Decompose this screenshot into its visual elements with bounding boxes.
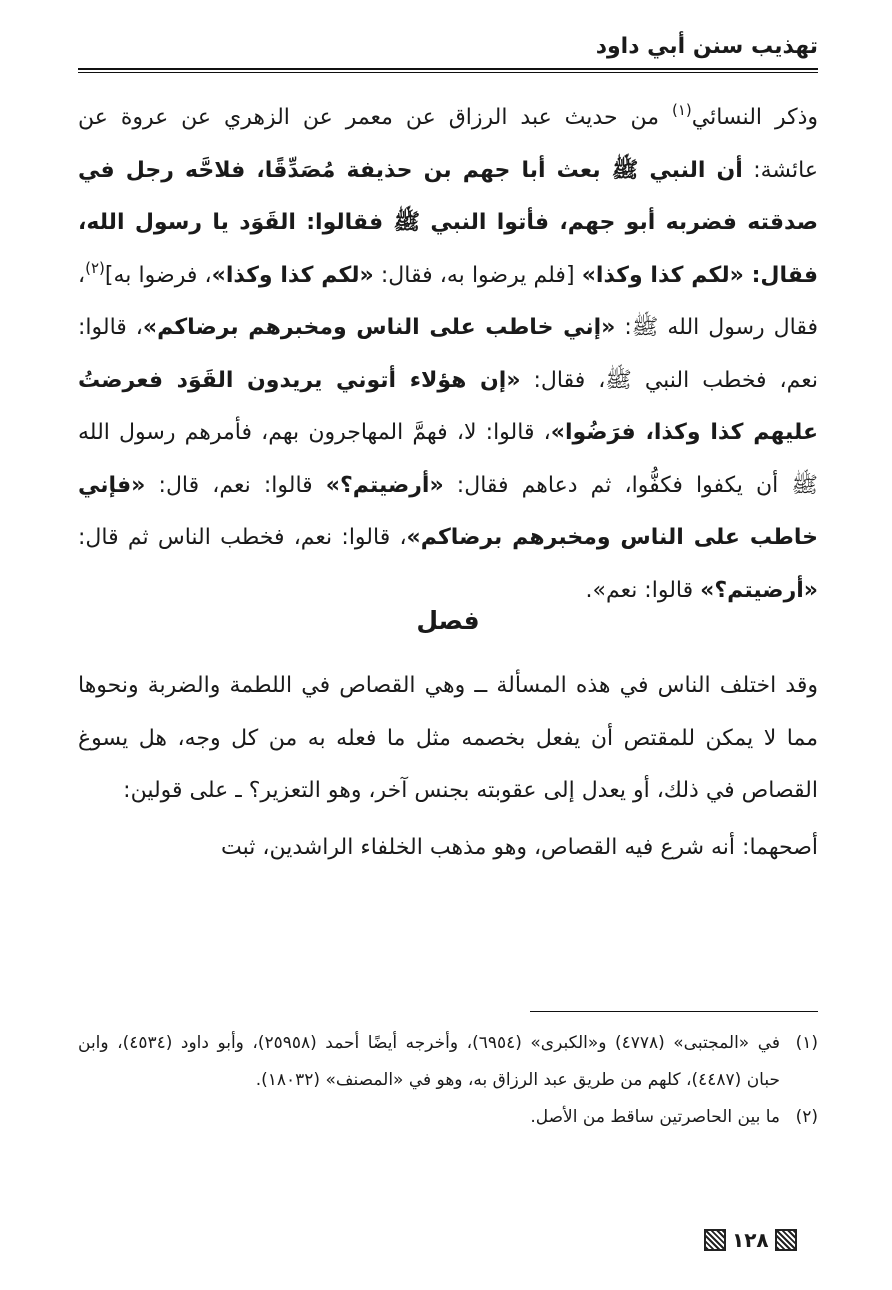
running-title: تهذيب سنن أبي داود [595,34,818,59]
footnote-2 [78,1099,818,1136]
text-run: من حديث عبد الرزاق عن معمر عن الزهري عن عروة عن عائشة: [78,105,819,183]
section-paragraph-1: وقد اختلف الناس في هذه المسألة ــ وهي القصاص في اللطمة والضربة ونحوها مما لا يمكن للمقتص أن يفعل بخصمه مثل ما فعله به من كل وجه، هل يسوغ القصاص في ذلك، أو يعدل إلى عقوبته بجنس آخر، وهو التعزير؟ ـ على قولين: [78,673,818,803]
hadith-quote: «إن هؤلاء أتوني يريدون القَوَد فعرضتُ عليهم كذا وكذا، فرَضُوا» [78,367,818,445]
text-run: قالوا: نعم، قال: [145,472,326,498]
hadith-quote: «أرضيتم؟» [325,472,444,498]
footnote-1 [78,1025,818,1099]
page-number: ١٢٨ [732,1228,769,1252]
paragraph-1 [78,92,818,617]
text-run: وذكر النسائي [691,105,818,130]
text-run: ، قالوا: نعم، فخطب الناس ثم قال: [78,525,407,550]
hadith-quote: «لكم كذا وكذا» [211,262,374,288]
footnote-number: (١) [795,1033,818,1053]
section-heading: فصل [416,606,480,635]
ornament-icon [704,1229,726,1251]
header-double-rule [78,68,818,73]
page-folio [704,1225,818,1255]
text-run: قالوا: نعم». [585,577,701,603]
text-run: ، فقال رسول الله ﷺ: [78,262,818,340]
hadith-quote: «فإني خاطب على الناس ومخبرهم برضاكم» [78,472,818,550]
text-run: ، فرضوا به] [104,262,212,288]
hadith-quote: أن النبي ﷺ بعث أبا جهم بن حذيفة مُصَدِّقًا، فلاحَّه رجل في صدقته فضربه أبو جهم، فأتوا النبي ﷺ فقالوا: القَوَد يا رسول الله، فقال: «لكم كذا وكذا» [78,157,819,288]
hadith-quote: «إني خاطب على الناس ومخبرهم برضاكم» [142,315,616,340]
footnote-ref-2[interactable]: (٢) [85,258,105,277]
footnote-text: ما بين الحاصرتين ساقط من الأصل. [530,1107,780,1127]
section-paragraph-2: أصحهما: أنه شرع فيه القصاص، وهو مذهب الخلفاء الراشدين، ثبت [221,834,818,860]
running-header [78,28,818,72]
footnote-ref-1[interactable]: (١) [671,101,692,119]
footnote-text: في «المجتبى» (٤٧٧٨) و«الكبرى» (٦٩٥٤)، وأخرجه أيضًا أحمد (٢٥٩٥٨)، وأبو داود (٤٥٣٤)، وابن حبان (٤٤٨٧)، كلهم من طريق عبد الرزاق به، وهو في «المصنف» (١٨٠٣٢). [78,1033,780,1090]
ornament-icon [775,1229,797,1251]
main-paragraph [78,92,818,617]
hadith-quote: «أرضيتم؟» [700,577,818,603]
text-run: [فلم يرضوا به، فقال: [373,262,582,288]
footnote-separator [530,1011,818,1012]
footnotes [78,1025,818,1136]
text-run: ، قالوا: لا، فهمَّ المهاجرون بهم، فأمرهم رسول الله ﷺ أن يكفوا فكفُّوا، ثم دعاهم فقال: [78,420,818,498]
text-run: ، قالوا: نعم، فخطب النبي ﷺ، فقال: [78,315,818,393]
footnote-number: (٢) [795,1107,818,1127]
section-body [78,660,818,874]
